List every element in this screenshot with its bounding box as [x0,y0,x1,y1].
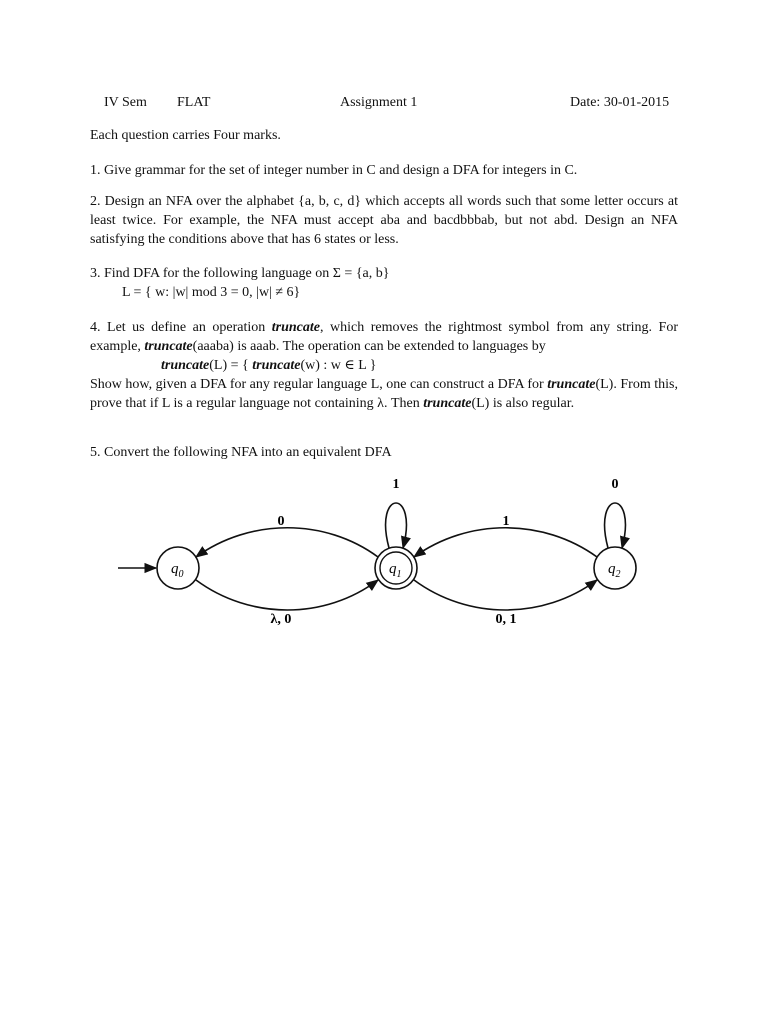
q4-text-1: 4. Let us define an operation [90,320,272,335]
svg-text:q0: $q_0$ [171,561,184,580]
question-3 [90,264,678,302]
question-4-formula [90,356,678,375]
question-3-language: L = { w: |w| mod 3 = 0, |w| ≠ 6} [122,285,301,300]
edge-label-q1-q0: 0 [277,514,285,529]
q4-task-3: (L) is also regular. [471,396,575,411]
question-2: 2. Design an NFA over the alphabet {a, b, c, d} which accepts all words such that some letter occurs at least twice. For example, the NFA must accept aba and bacdbbbab, but not abd. Design an NFA satisfying the conditions above that has 6 states or less. [90,194,678,247]
truncate-term: truncate [423,396,472,411]
edge-label-q0-q1: λ, 0 [270,612,292,627]
edge-q1-q2 [414,580,597,610]
edge-q1-q0 [196,528,378,557]
edge-q2-loop [605,503,626,548]
semester-label: IV Sem [104,95,147,110]
edge-label-q2-loop: 0 [611,477,619,492]
state-q2 [594,547,636,589]
q4-text-2: , which removes the rightmost symbol from any string. For example, [90,320,678,354]
edge-q2-q1 [414,528,597,557]
truncate-term: truncate [547,377,596,392]
state-q0 [157,547,199,589]
question-1: 1. Give grammar for the set of integer number in C and design a DFA for integers in C. [90,163,578,178]
document-header [0,93,768,113]
question-4-definition [90,318,678,356]
marks-note: Each question carries Four marks. [90,128,281,143]
question-4 [90,318,678,413]
assignment-title: Assignment 1 [340,95,418,110]
question-3-text: 3. Find DFA for the following language on Σ = {a, b} [90,266,390,281]
edge-q1-loop [386,503,407,548]
q4-formula-1: (L) = { [209,358,253,373]
q4-task-1: Show how, given a DFA for any regular language L, one can construct a DFA for [90,377,548,392]
truncate-term: truncate [144,339,193,354]
svg-text:q2: $q_2$ [608,561,621,580]
state-q1 [375,547,417,589]
nfa-diagram [110,470,650,635]
edge-label-q2-q1: 1 [502,514,510,529]
edge-label-q1-loop: 1 [392,477,400,492]
svg-text:q1: $q_1$ [389,561,402,580]
truncate-term: truncate [271,320,320,335]
edge-q0-q1 [196,580,378,610]
date-label: Date: 30-01-2015 [570,95,670,110]
q4-formula-2: (w) : w ∈ L } [300,358,377,373]
question-4-task [90,375,678,413]
question-5: 5. Convert the following NFA into an equivalent DFA [90,445,392,460]
subject-label: FLAT [177,95,211,110]
q4-text-3: (aaaba) is aaab. The operation can be extended to languages by [192,339,546,354]
q4-task-2: (L). From this, prove that if L is a regular language not containing λ. Then [90,377,678,411]
truncate-term: truncate [252,358,301,373]
edge-label-q1-q2: 0, 1 [495,612,517,627]
truncate-term: truncate [161,358,210,373]
